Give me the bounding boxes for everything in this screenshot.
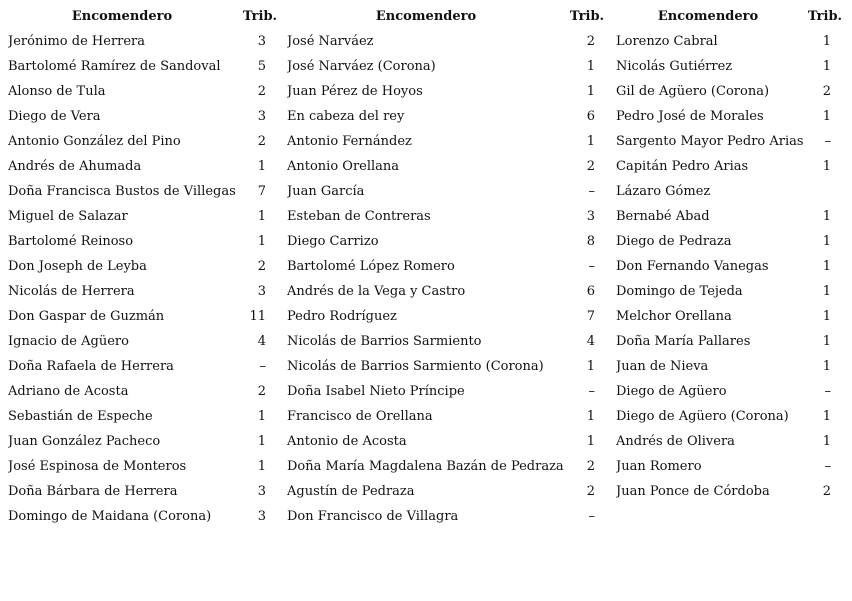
- column-header-encomendero: Encomendero: [71, 9, 173, 24]
- encomendero-name: Domingo de Tejeda: [616, 284, 743, 299]
- tributarios-count: 1: [257, 159, 266, 174]
- encomendero-name: Gil de Agüero (Corona): [616, 84, 770, 99]
- encomendero-name: Doña Isabel Nieto Príncipe: [287, 384, 465, 399]
- tributarios-count: 3: [257, 484, 266, 499]
- encomendero-name: Jerónimo de Herrera: [8, 34, 146, 49]
- encomendero-name: Lorenzo Cabral: [616, 34, 718, 49]
- encomendero-name: Antonio González del Pino: [8, 134, 181, 149]
- encomendero-name: Juan Romero: [616, 459, 702, 474]
- encomendero-name: Francisco de Orellana: [287, 409, 433, 424]
- column-header-encomendero: Encomendero: [375, 9, 477, 24]
- tributarios-count: 1: [822, 109, 831, 124]
- encomendero-name: Sebastián de Espeche: [8, 409, 153, 424]
- encomendero-name: Juan Pérez de Hoyos: [287, 84, 423, 99]
- encomendero-name: Doña María Pallares: [616, 334, 751, 349]
- tributarios-count: –: [588, 184, 595, 199]
- tributarios-count: 1: [822, 159, 831, 174]
- tributarios-count: 1: [257, 209, 266, 224]
- tributarios-count: [800, 182, 831, 202]
- tributarios-count: 2: [257, 259, 266, 274]
- tributarios-count: –: [824, 134, 831, 149]
- tributarios-count: 6: [586, 109, 595, 124]
- tributarios-count: 3: [257, 34, 266, 49]
- tributarios-count: 1: [586, 59, 595, 74]
- encomendero-name: Don Joseph de Leyba: [8, 259, 147, 274]
- encomendero-name: Melchor Orellana: [616, 309, 732, 324]
- encomendero-name: Juan García: [287, 184, 365, 199]
- encomendero-name: Doña Rafaela de Herrera: [8, 359, 174, 374]
- encomendero-name: Sargento Mayor Pedro Arias: [616, 134, 804, 149]
- tributarios-count: –: [588, 259, 595, 274]
- encomendero-name: Juan Ponce de Córdoba: [616, 484, 770, 499]
- tributarios-count: 4: [257, 334, 266, 349]
- tributarios-count: 7: [257, 184, 266, 199]
- encomendero-name: Don Fernando Vanegas: [616, 259, 769, 274]
- encomendero-name: José Espinosa de Monteros: [8, 459, 187, 474]
- tributarios-count: 6: [586, 284, 595, 299]
- tributarios-count: 8: [586, 234, 595, 249]
- tributarios-count: –: [824, 459, 831, 474]
- tributarios-count: 2: [586, 34, 595, 49]
- encomendero-name: Juan de Nieva: [616, 359, 709, 374]
- tributarios-count: –: [588, 384, 595, 399]
- tributarios-count: 1: [822, 309, 831, 324]
- tributarios-count: 1: [822, 209, 831, 224]
- tributarios-count: 1: [822, 259, 831, 274]
- encomendero-name: Nicolás de Herrera: [8, 284, 135, 299]
- tributarios-count: 2: [257, 134, 266, 149]
- encomendero-name: Bernabé Abad: [616, 209, 710, 224]
- tributarios-count: 3: [586, 209, 595, 224]
- encomendero-name: José Narváez (Corona): [287, 59, 436, 74]
- encomendero-name: Antonio Orellana: [287, 159, 400, 174]
- encomendero-name: Bartolomé Ramírez de Sandoval: [8, 59, 221, 74]
- tributarios-count: 1: [822, 359, 831, 374]
- tributarios-count: –: [588, 509, 595, 524]
- encomendero-name: Capitán Pedro Arias: [616, 159, 749, 174]
- encomendero-name: Nicolás de Barrios Sarmiento (Corona): [287, 359, 544, 374]
- encomendero-name: Doña Bárbara de Herrera: [8, 484, 178, 499]
- tributarios-count: 3: [257, 284, 266, 299]
- tributarios-count: 2: [586, 484, 595, 499]
- encomendero-name: Diego de Vera: [8, 109, 101, 124]
- tributarios-count: 1: [822, 434, 831, 449]
- tributarios-count: 1: [822, 334, 831, 349]
- encomendero-name: José Narváez: [287, 34, 374, 49]
- column-header-trib: Trib.: [569, 9, 605, 24]
- tributarios-count: 7: [586, 309, 595, 324]
- encomendero-name: Diego de Agüero: [616, 384, 727, 399]
- encomendero-name: Doña Francisca Bustos de Villegas: [8, 184, 236, 199]
- encomendero-name: Lázaro Gómez: [616, 184, 711, 199]
- encomendero-name: Don Francisco de Villagra: [287, 509, 459, 524]
- tributarios-count: 1: [257, 234, 266, 249]
- encomendero-name: Diego de Agüero (Corona): [616, 409, 789, 424]
- tributarios-count: 5: [257, 59, 266, 74]
- encomendero-name: Juan González Pacheco: [8, 434, 161, 449]
- encomendero-name: Antonio Fernández: [287, 134, 412, 149]
- tributarios-count: 2: [586, 459, 595, 474]
- encomendero-name: En cabeza del rey: [287, 109, 405, 124]
- encomendero-name: Pedro José de Morales: [616, 109, 764, 124]
- tributarios-count: 1: [586, 409, 595, 424]
- tributarios-count: 1: [822, 234, 831, 249]
- tributarios-count: –: [259, 359, 266, 374]
- column-header-trib: Trib.: [242, 9, 278, 24]
- tributarios-count: 1: [586, 359, 595, 374]
- tributarios-count: 2: [257, 384, 266, 399]
- tributarios-count: 1: [586, 84, 595, 99]
- tributarios-count: 1: [822, 409, 831, 424]
- encomendero-name: Domingo de Maidana (Corona): [8, 509, 212, 524]
- tributarios-count: 1: [257, 434, 266, 449]
- tributarios-count: 1: [822, 34, 831, 49]
- column-header-encomendero: Encomendero: [657, 9, 759, 24]
- encomendero-name: Adriano de Acosta: [8, 384, 129, 399]
- encomendero-name: Nicolás de Barrios Sarmiento: [287, 334, 482, 349]
- tributarios-count: 3: [257, 109, 266, 124]
- tributarios-count: 1: [822, 59, 831, 74]
- encomendero-name: Pedro Rodríguez: [287, 309, 397, 324]
- tributarios-count: 2: [822, 484, 831, 499]
- encomendero-name: Andrés de Ahumada: [8, 159, 142, 174]
- encomendero-name: Agustín de Pedraza: [287, 484, 415, 499]
- encomendero-name: Andrés de la Vega y Castro: [287, 284, 466, 299]
- encomendero-name: Nicolás Gutiérrez: [616, 59, 733, 74]
- tributarios-count: 2: [586, 159, 595, 174]
- tributarios-count: 1: [586, 134, 595, 149]
- encomendero-name: Bartolomé López Romero: [287, 259, 455, 274]
- encomendero-name: Antonio de Acosta: [287, 434, 407, 449]
- encomendero-name: Miguel de Salazar: [8, 209, 128, 224]
- tributarios-count: 3: [257, 509, 266, 524]
- tributarios-count: 11: [249, 309, 266, 324]
- encomendero-name: Andrés de Olivera: [616, 434, 735, 449]
- encomendero-name: Doña María Magdalena Bazán de Pedraza: [287, 459, 564, 474]
- encomendero-name: Ignacio de Agüero: [8, 334, 129, 349]
- tributarios-count: 1: [257, 409, 266, 424]
- tributarios-count: 1: [586, 434, 595, 449]
- tributarios-count: 1: [257, 459, 266, 474]
- encomendero-name: Don Gaspar de Guzmán: [8, 309, 165, 324]
- tributarios-count: 2: [822, 84, 831, 99]
- column-header-trib: Trib.: [807, 9, 843, 24]
- encomendero-name: Diego Carrizo: [287, 234, 379, 249]
- encomendero-name: Diego de Pedraza: [616, 234, 732, 249]
- tributarios-count: 4: [586, 334, 595, 349]
- tributarios-count: –: [824, 384, 831, 399]
- encomendero-name: Esteban de Contreras: [287, 209, 431, 224]
- encomendero-name: Bartolomé Reinoso: [8, 234, 134, 249]
- tributarios-count: 1: [822, 284, 831, 299]
- tributarios-count: 2: [257, 84, 266, 99]
- encomendero-name: Alonso de Tula: [8, 84, 106, 99]
